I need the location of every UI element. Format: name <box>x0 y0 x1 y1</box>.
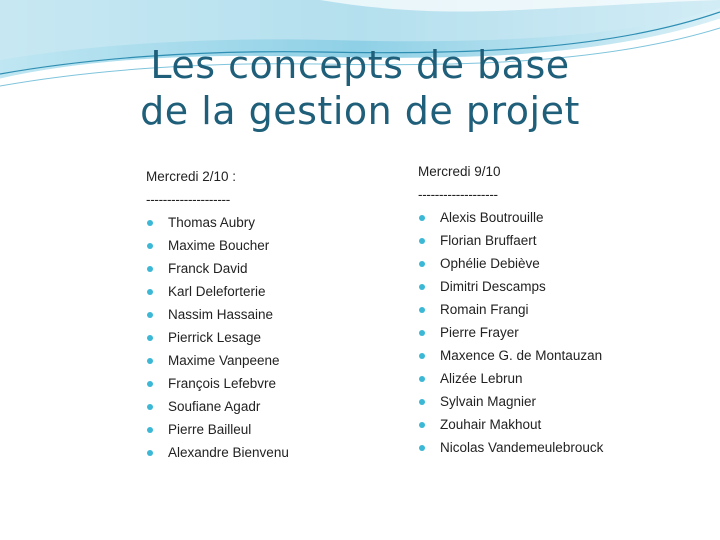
list-item <box>418 206 603 229</box>
list-item <box>146 234 289 257</box>
list-item-text: Pierre Bailleul <box>168 422 252 437</box>
list-item <box>146 257 289 280</box>
list-item <box>418 275 603 298</box>
list-item <box>418 413 603 436</box>
list-item-text: Nassim Hassaine <box>168 307 274 322</box>
list-item-text: Pierrick Lesage <box>168 330 262 345</box>
bullet-icon <box>147 358 153 364</box>
list-item <box>146 280 289 303</box>
list-item <box>146 326 289 349</box>
bullet-icon <box>419 376 425 382</box>
list-item-text: Maxime Boucher <box>168 238 270 253</box>
list-item <box>418 252 603 275</box>
slide-title <box>0 42 720 134</box>
list-item-text: Sylvain Magnier <box>440 394 537 409</box>
left-group <box>146 165 289 464</box>
bullet-icon <box>147 427 153 433</box>
list-item-text: Franck David <box>168 261 248 276</box>
bullet-icon <box>419 215 425 221</box>
list-item-text: Maxime Vanpeene <box>168 353 280 368</box>
right-group <box>418 160 603 459</box>
bullet-icon <box>419 261 425 267</box>
list-item <box>418 229 603 252</box>
right-group-separator: ------------------- <box>418 187 498 202</box>
right-group-heading: Mercredi 9/10 <box>418 164 501 179</box>
list-item-text: Ophélie Debiève <box>440 256 540 271</box>
list-item <box>418 367 603 390</box>
list-item-text: Florian Bruffaert <box>440 233 537 248</box>
list-item <box>418 344 603 367</box>
bullet-icon <box>147 381 153 387</box>
bullet-icon <box>147 266 153 272</box>
bullet-icon <box>147 220 153 226</box>
list-item <box>418 298 603 321</box>
list-item-text: Alexis Boutrouille <box>440 210 544 225</box>
list-item <box>418 436 603 459</box>
bullet-icon <box>419 353 425 359</box>
bullet-icon <box>419 399 425 405</box>
list-item <box>146 441 289 464</box>
list-item-text: Thomas Aubry <box>168 215 256 230</box>
list-item-text: Zouhair Makhout <box>440 417 542 432</box>
bullet-icon <box>147 450 153 456</box>
list-item <box>146 418 289 441</box>
list-item <box>146 303 289 326</box>
list-item-text: Alexandre Bienvenu <box>168 445 289 460</box>
list-item-text: Maxence G. de Montauzan <box>440 348 603 363</box>
left-group-separator: -------------------- <box>146 192 230 207</box>
bullet-icon <box>419 422 425 428</box>
list-item-text: Soufiane Agadr <box>168 399 261 414</box>
bullet-icon <box>419 445 425 451</box>
bullet-icon <box>419 330 425 336</box>
bullet-icon <box>147 289 153 295</box>
list-item <box>418 390 603 413</box>
list-item-text: Romain Frangi <box>440 302 529 317</box>
bullet-icon <box>419 307 425 313</box>
list-item <box>146 211 289 234</box>
list-item-text: Pierre Frayer <box>440 325 519 340</box>
slide-title-line-1: Les concepts de base <box>150 43 570 87</box>
slide-title-line-2: de la gestion de projet <box>140 89 580 133</box>
list-item <box>146 349 289 372</box>
list-item-text: Nicolas Vandemeulebrouck <box>440 440 604 455</box>
bullet-icon <box>147 335 153 341</box>
list-item-text: Karl Deleforterie <box>168 284 266 299</box>
list-item-text: Alizée Lebrun <box>440 371 523 386</box>
bullet-icon <box>147 404 153 410</box>
left-group-names-list <box>146 211 289 464</box>
list-item-text: François Lefebvre <box>168 376 277 391</box>
list-item-text: Dimitri Descamps <box>440 279 546 294</box>
bullet-icon <box>419 238 425 244</box>
list-item <box>146 395 289 418</box>
list-item <box>146 372 289 395</box>
left-group-heading: Mercredi 2/10 : <box>146 169 237 184</box>
bullet-icon <box>419 284 425 290</box>
bullet-icon <box>147 243 153 249</box>
list-item <box>418 321 603 344</box>
right-group-names-list <box>418 206 603 459</box>
bullet-icon <box>147 312 153 318</box>
